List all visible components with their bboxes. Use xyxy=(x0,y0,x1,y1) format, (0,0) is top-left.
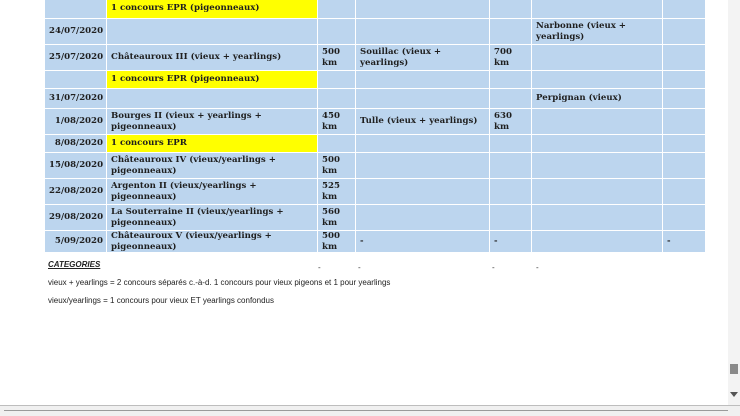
distance-cell: - xyxy=(490,231,532,253)
race-cell xyxy=(532,179,663,205)
scroll-down-arrow-icon[interactable] xyxy=(730,392,738,397)
distance-cell: 500 km xyxy=(318,45,356,71)
distance-cell xyxy=(490,153,532,179)
distance-cell: 500 km xyxy=(318,231,356,253)
date-cell: 25/07/2020 xyxy=(45,45,107,71)
schedule-row xyxy=(45,89,706,109)
schedule-row xyxy=(45,45,706,71)
race-cell xyxy=(532,153,663,179)
race-cell: La Souterraine II (vieux/yearlings + pigeonneaux) xyxy=(107,205,318,231)
distance-cell: 560 km xyxy=(318,205,356,231)
date-cell: 31/07/2020 xyxy=(45,89,107,109)
race-cell xyxy=(532,71,663,89)
date-cell: 8/08/2020 xyxy=(45,135,107,153)
extra-cell xyxy=(663,71,706,89)
race-cell xyxy=(532,109,663,135)
date-cell: 24/07/2020 xyxy=(45,19,107,45)
date-cell xyxy=(45,71,107,89)
race-cell: 1 concours EPR (pigeonneaux) xyxy=(107,0,318,19)
extra-cell xyxy=(663,153,706,179)
race-cell xyxy=(356,0,490,19)
schedule-row xyxy=(45,109,706,135)
race-cell xyxy=(356,71,490,89)
race-cell xyxy=(532,205,663,231)
dash-mark: - xyxy=(536,263,539,272)
distance-cell xyxy=(490,89,532,109)
extra-cell xyxy=(663,179,706,205)
race-cell xyxy=(107,19,318,45)
race-cell xyxy=(532,0,663,19)
schedule-row xyxy=(45,179,706,205)
note-line: vieux + yearlings = 2 concours séparés c.-à-d. 1 concours pour vieux pigeons et 1 pour yearlings xyxy=(48,278,391,287)
schedule-row xyxy=(45,153,706,179)
distance-cell: 525 km xyxy=(318,179,356,205)
date-cell: 5/09/2020 xyxy=(45,231,107,253)
distance-cell xyxy=(490,179,532,205)
categories-heading: CATEGORIES xyxy=(48,260,101,269)
extra-cell xyxy=(663,0,706,19)
date-cell: 15/08/2020 xyxy=(45,153,107,179)
race-cell xyxy=(356,179,490,205)
race-cell xyxy=(532,135,663,153)
distance-cell xyxy=(318,71,356,89)
distance-cell xyxy=(490,71,532,89)
schedule-row xyxy=(45,231,706,253)
date-cell: 1/08/2020 xyxy=(45,109,107,135)
distance-cell xyxy=(490,0,532,19)
race-cell xyxy=(532,231,663,253)
race-cell: 1 concours EPR xyxy=(107,135,318,153)
page-divider xyxy=(4,410,728,411)
schedule-row xyxy=(45,205,706,231)
date-cell xyxy=(45,0,107,19)
schedule-row xyxy=(45,135,706,153)
race-cell xyxy=(356,153,490,179)
race-cell: 1 concours EPR (pigeonneaux) xyxy=(107,71,318,89)
race-cell xyxy=(532,45,663,71)
vertical-scrollbar[interactable] xyxy=(728,0,740,405)
schedule-row xyxy=(45,0,706,19)
race-cell xyxy=(356,19,490,45)
race-cell xyxy=(356,89,490,109)
race-cell: Châteauroux IV (vieux/yearlings + pigeonneaux) xyxy=(107,153,318,179)
distance-cell xyxy=(490,19,532,45)
extra-cell xyxy=(663,135,706,153)
dash-mark: - xyxy=(318,263,321,272)
race-cell: Narbonne (vieux + yearlings) xyxy=(532,19,663,45)
distance-cell xyxy=(490,135,532,153)
race-cell: Tulle (vieux + yearlings) xyxy=(356,109,490,135)
race-cell: Souillac (vieux + yearlings) xyxy=(356,45,490,71)
extra-cell: - xyxy=(663,231,706,253)
race-cell: Perpignan (vieux) xyxy=(532,89,663,109)
date-cell: 29/08/2020 xyxy=(45,205,107,231)
race-cell: - xyxy=(356,231,490,253)
distance-cell xyxy=(318,19,356,45)
race-cell: Châteauroux V (vieux/yearlings + pigeonneaux) xyxy=(107,231,318,253)
distance-cell: 700 km xyxy=(490,45,532,71)
distance-cell: 450 km xyxy=(318,109,356,135)
extra-cell xyxy=(663,45,706,71)
schedule-row xyxy=(45,71,706,89)
scrollbar-thumb[interactable] xyxy=(730,364,738,374)
distance-cell: 630 km xyxy=(490,109,532,135)
distance-cell: 500 km xyxy=(318,153,356,179)
race-cell: Châteauroux III (vieux + yearlings) xyxy=(107,45,318,71)
distance-cell xyxy=(318,0,356,19)
race-schedule-table xyxy=(44,0,706,253)
race-cell xyxy=(107,89,318,109)
categories-notes xyxy=(48,260,390,305)
extra-cell xyxy=(663,109,706,135)
dash-mark: - xyxy=(358,263,361,272)
distance-cell xyxy=(490,205,532,231)
race-cell xyxy=(356,205,490,231)
distance-cell xyxy=(318,89,356,109)
date-cell: 22/08/2020 xyxy=(45,179,107,205)
extra-cell xyxy=(663,19,706,45)
dash-mark: - xyxy=(492,263,495,272)
distance-cell xyxy=(318,135,356,153)
schedule-row xyxy=(45,19,706,45)
extra-cell xyxy=(663,89,706,109)
race-cell xyxy=(356,135,490,153)
race-cell: Bourges II (vieux + yearlings + pigeonneaux) xyxy=(107,109,318,135)
race-cell: Argenton II (vieux/yearlings + pigeonneaux) xyxy=(107,179,318,205)
note-line: vieux/yearlings = 1 concours pour vieux ET yearlings confondus xyxy=(48,296,274,305)
horizontal-scrollbar[interactable] xyxy=(0,405,740,416)
extra-cell xyxy=(663,205,706,231)
